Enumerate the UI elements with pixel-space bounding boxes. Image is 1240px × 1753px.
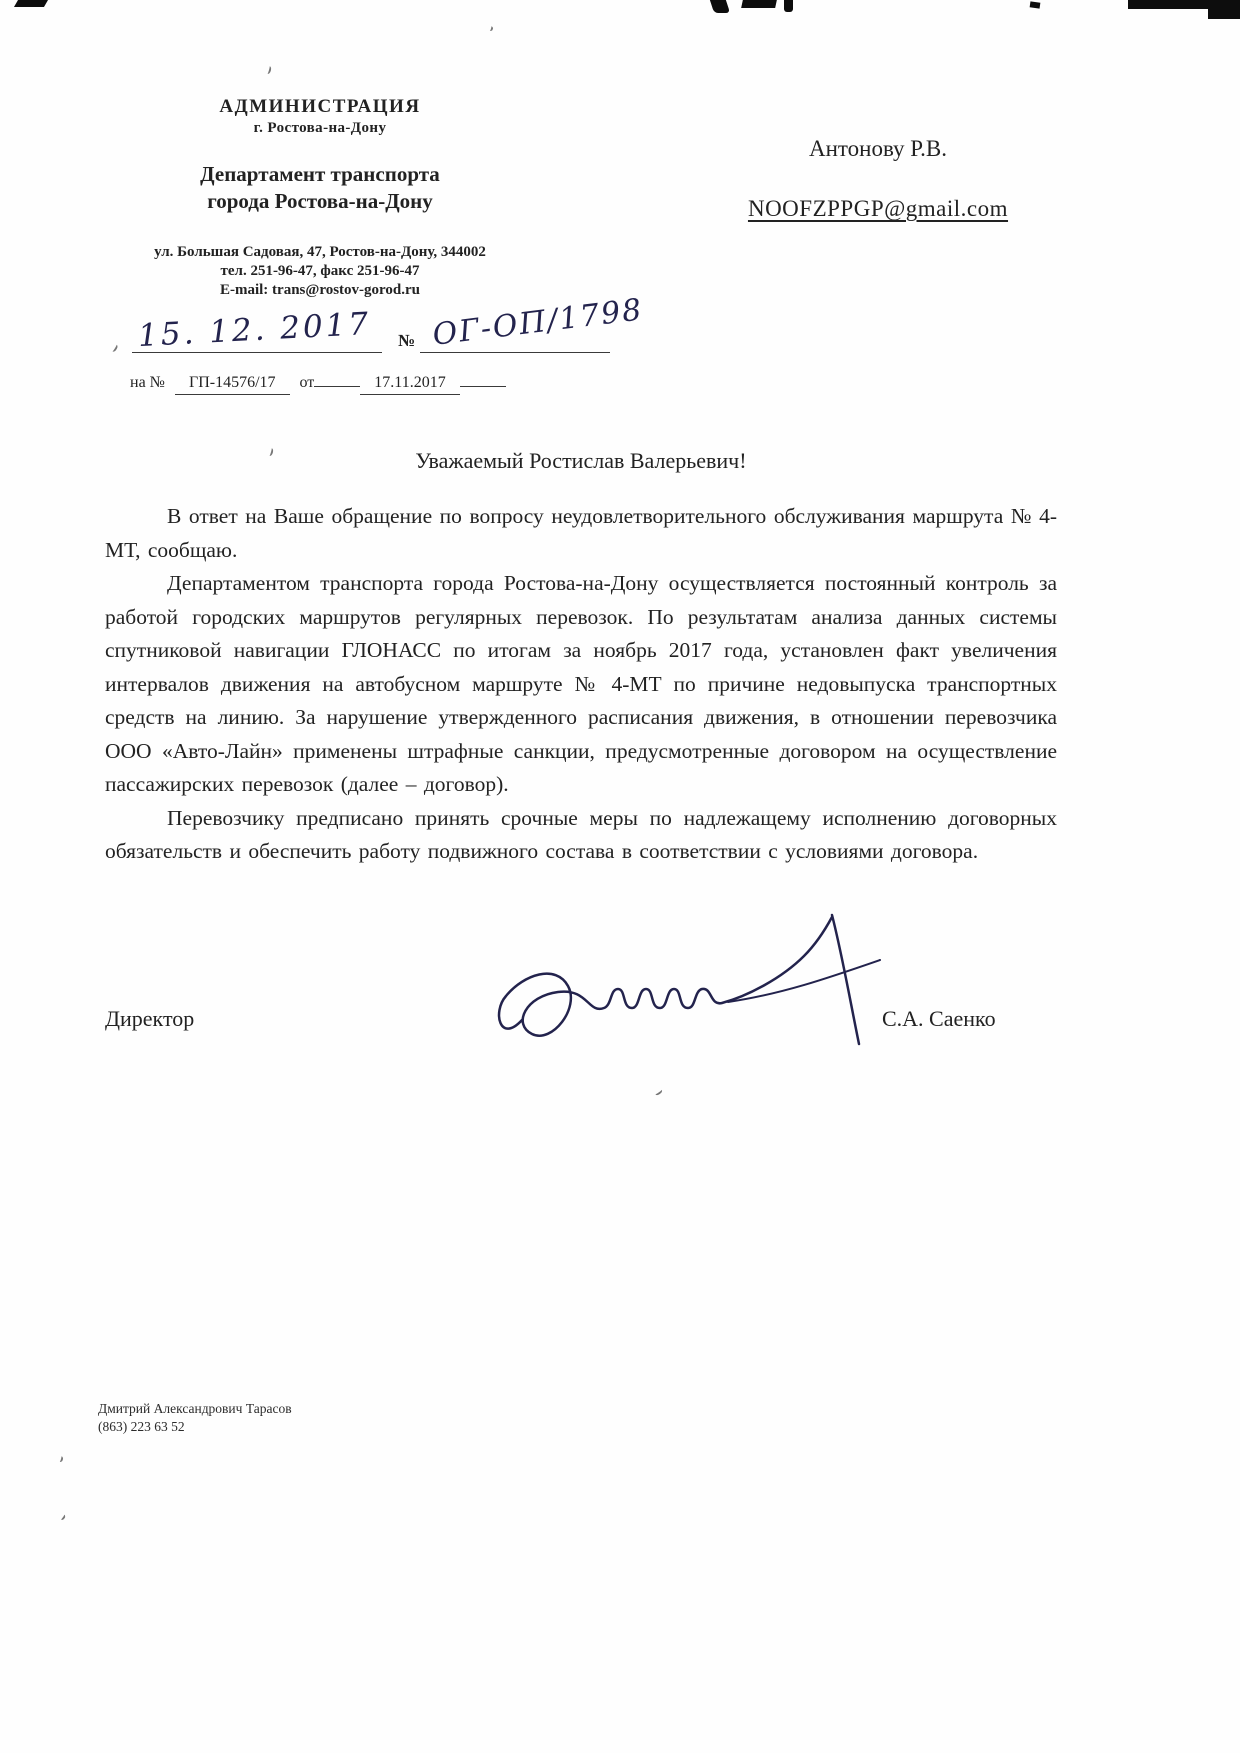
- scan-speck: [110, 343, 118, 352]
- executor-block: [98, 1400, 292, 1436]
- executor-name: Дмитрий Александрович Тарасов: [98, 1401, 292, 1416]
- incoming-from-label: от: [299, 374, 315, 391]
- scan-speck: [487, 25, 493, 31]
- signature-position-title: Директор: [105, 1006, 195, 1031]
- blank-line: [460, 372, 506, 387]
- incoming-reference-row: [130, 372, 506, 395]
- letterhead: [120, 96, 520, 300]
- scan-artifact: [710, 0, 730, 13]
- letterhead-email: E-mail: trans@rostov-gorod.ru: [219, 282, 421, 298]
- blank-line: [314, 372, 360, 387]
- letterhead-address: ул. Большая Садовая, 47, Ростов-на-Дону, 344002: [154, 244, 486, 260]
- recipient-email: NOOFZPPGP@gmail.com: [747, 196, 1009, 221]
- body-paragraph: Департаментом транспорта города Ростова-на-Дону осуществляется постоянный контроль за работой городских маршрутов регулярных перевозок. По результатам анализа данных системы спутниковой навигации ГЛОНАСС по итогам за ноябрь 2017 года, установлен факт увеличения интервалов движения на автобусном маршруте № 4-МТ по причине недовыпуска транспортных средств на линию. За нарушение утвержденного расписания движения, в отношении перевозчика ООО «Авто-Лайн» применены штрафные санкции, предусмотренные договором на осуществление пассажирских перевозок (далее – договор).: [105, 571, 1057, 796]
- scan-speck: [59, 1513, 67, 1521]
- scan-artifact: [1030, 1, 1041, 8]
- letter-body: [105, 500, 1057, 869]
- salutation: Уважаемый Ростислав Валерьевич!: [415, 448, 747, 473]
- scan-speck: [654, 1088, 663, 1097]
- outgoing-number-sign: №: [398, 331, 416, 350]
- scan-speck: [57, 1455, 63, 1462]
- letterhead-department-line2: города Ростова-на-Дону: [207, 189, 433, 213]
- body-paragraph: Перевозчику предписано принять срочные меры по надлежащему исполнению договорных обязательств и обеспечить работу подвижного состава в соответствии с условиями договора.: [105, 805, 1057, 863]
- scan-artifact: [741, 0, 777, 8]
- scan-artifact: [1208, 0, 1240, 19]
- outgoing-date-handwritten: 15. 12. 2017: [137, 305, 372, 355]
- scan-speck: [265, 65, 272, 74]
- outgoing-number-line: [420, 352, 610, 353]
- letterhead-phones: тел. 251-96-47, факс 251-96-47: [220, 263, 420, 279]
- letterhead-administration: АДМИНИСТРАЦИЯ: [219, 96, 421, 117]
- executor-phone: (863) 223 63 52: [98, 1419, 185, 1434]
- incoming-label: на №: [130, 374, 165, 391]
- scan-artifact: [14, 0, 48, 7]
- incoming-date: 17.11.2017: [360, 374, 459, 395]
- signature-name: С.А. Саенко: [882, 1006, 996, 1031]
- incoming-number: ГП-14576/17: [175, 374, 290, 395]
- signature-scribble: [492, 902, 882, 1072]
- letterhead-department-line1: Департамент транспорта: [200, 162, 440, 186]
- scan-artifact: [784, 0, 793, 12]
- outgoing-date-line: [132, 352, 382, 353]
- outgoing-number-handwritten: ОГ-ОП/1798: [430, 292, 646, 353]
- recipient-block: [728, 136, 1028, 222]
- letterhead-city: г. Ростова-на-Дону: [253, 120, 387, 136]
- body-paragraph: В ответ на Ваше обращение по вопросу неудовлетворительного обслуживания маршрута № 4-МТ, сообщаю.: [105, 504, 1057, 562]
- recipient-name: Антонову Р.В.: [808, 136, 948, 161]
